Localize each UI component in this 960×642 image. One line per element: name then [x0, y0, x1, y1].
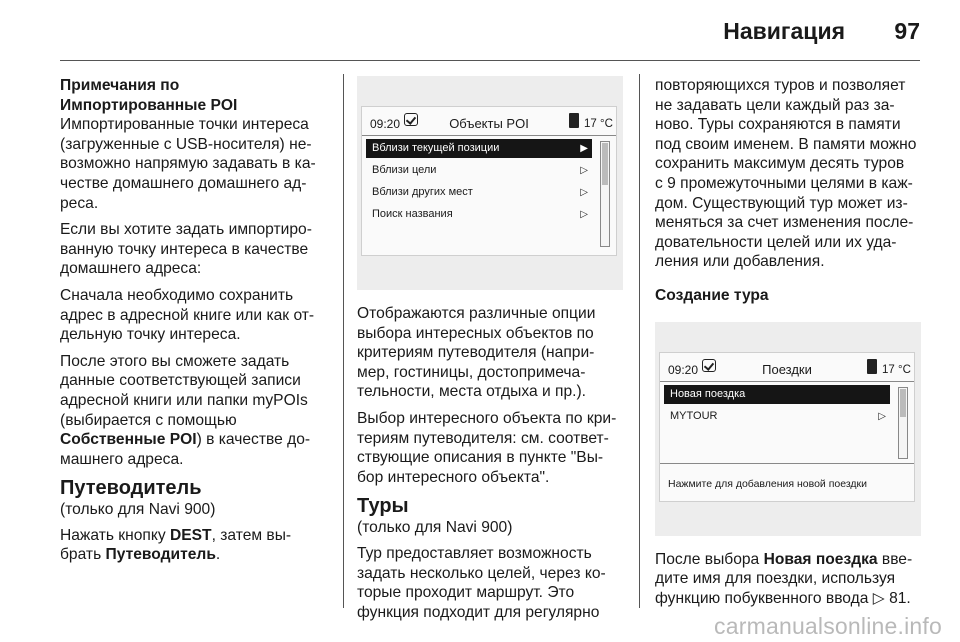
page-number: 97 [894, 18, 920, 44]
paragraph: Если вы хотите задать импортиро- ванную точку интереса в качестве домашнего адреса: [60, 221, 312, 278]
scrollbar[interactable] [600, 141, 610, 247]
status-bar [362, 107, 616, 135]
poi-screen [361, 106, 617, 256]
guide-subtitle: (только для Navi 900) [60, 501, 216, 519]
guide-heading: Путеводитель [60, 477, 202, 500]
paragraph: После этого вы сможете задать данные соответствующей записи адресной книги или папки myPOIs (выбирается с помощью Собственные POI) в качестве до- машнего адреса. [60, 352, 311, 468]
menu-term: Путеводитель [105, 546, 216, 564]
arrow-right-icon: ▷ [580, 187, 588, 198]
column-3 [655, 76, 921, 615]
create-tour-heading: Создание тура [655, 286, 769, 304]
paragraph: Нажать кнопку DEST, затем вы- брать Путеводитель. [60, 526, 292, 564]
paragraph: Импортированные точки интереса (загруженные с USB-носителя) не- возможно напрямую задавать в ка- честве домашнего домашнего ад- реса. [60, 116, 316, 212]
list-item[interactable]: MYTOUR ▷ [664, 407, 890, 426]
divider [362, 135, 616, 136]
new-trip-item[interactable]: Новая поездка [664, 385, 890, 404]
tours-screen [659, 352, 915, 502]
imported-poi-heading: Примечания по Импортированные POI [60, 77, 238, 114]
screen-title: Поездки [762, 361, 812, 377]
paragraph: повторяющихся туров и позволяет не задавать цели каждый раз за- ново. Туры сохраняются в памяти под своим именем. В памяти можно сохранить максимум десять туров с 9 промежуточными целями в каж- дом. Существующий тур может из- меняться за счет изменения после- довательности целей или их уда- ления или добавления. [655, 77, 917, 271]
paragraph: После выбора Новая поездка вве- дите имя для поездки, используя функцию побуквенного ввода ▷ 81. [655, 550, 913, 607]
arrow-right-icon: ▷ [878, 410, 886, 422]
list-item[interactable]: Вблизи других мест ▷ [366, 183, 592, 202]
clock: 09:20 [370, 117, 401, 131]
paragraph: Тур предоставляет возможность задать несколько целей, через ко- торые проходит маршрут. Это функция подходит для регулярно [357, 544, 606, 621]
temperature: 17 °C [882, 363, 911, 376]
poi-screen-figure [357, 76, 623, 290]
menu-term: Новая поездка [763, 550, 878, 568]
list-item[interactable]: Поиск названия ▷ [366, 205, 592, 224]
paragraph: Отображаются различные опции выбора интересных объектов по критериям путеводителя (напри- мер, гостиницы, достопримеча- тельности, места отдыха и пр.). [357, 305, 596, 401]
status-bar [660, 353, 914, 381]
header-divider [60, 60, 920, 61]
page-reference-icon: ▷ [872, 589, 890, 607]
column-2 [357, 76, 623, 629]
column-divider [343, 74, 344, 608]
divider [660, 381, 914, 382]
page-header [60, 14, 920, 54]
divider [660, 463, 914, 464]
phone-icon [867, 359, 877, 374]
arrow-right-icon: ▶ [580, 143, 588, 154]
tours-heading: Туры [357, 495, 409, 518]
clock: 09:20 [668, 362, 699, 377]
phone-icon [569, 113, 579, 128]
button-term: DEST [169, 526, 212, 544]
arrow-right-icon: ▷ [580, 209, 588, 220]
temperature: 17 °C [584, 118, 613, 130]
section-title: Навигация [723, 18, 845, 44]
list-item[interactable]: Вблизи текущей позиции ▶ [366, 139, 592, 158]
scroll-thumb[interactable] [602, 143, 608, 185]
menu-term: Собственные POI [60, 431, 197, 449]
tours-subtitle: (только для Navi 900) [357, 519, 513, 537]
scroll-thumb[interactable] [900, 389, 906, 417]
tours-screen-figure [655, 322, 921, 536]
column-1 [60, 76, 334, 572]
scrollbar[interactable] [898, 387, 908, 459]
paragraph: Сначала необходимо сохранить адрес в адресной книге или как от- дельную точку интереса. [60, 286, 315, 344]
screen-title: Объекты POI [449, 116, 529, 131]
arrow-right-icon: ▷ [580, 165, 588, 176]
watermark: carmanualsonline.info [714, 613, 942, 639]
paragraph: Выбор интересного объекта по кри- териям путеводителя: см. соответ- ствующие описания в пункте "Вы- бор интересного объекта". [357, 409, 617, 486]
hint-text: Нажмите для добавления новой поездки [668, 477, 868, 490]
list-item[interactable]: Вблизи цели ▷ [366, 161, 592, 180]
page-reference[interactable]: 81. [889, 589, 911, 607]
column-divider [639, 74, 640, 608]
